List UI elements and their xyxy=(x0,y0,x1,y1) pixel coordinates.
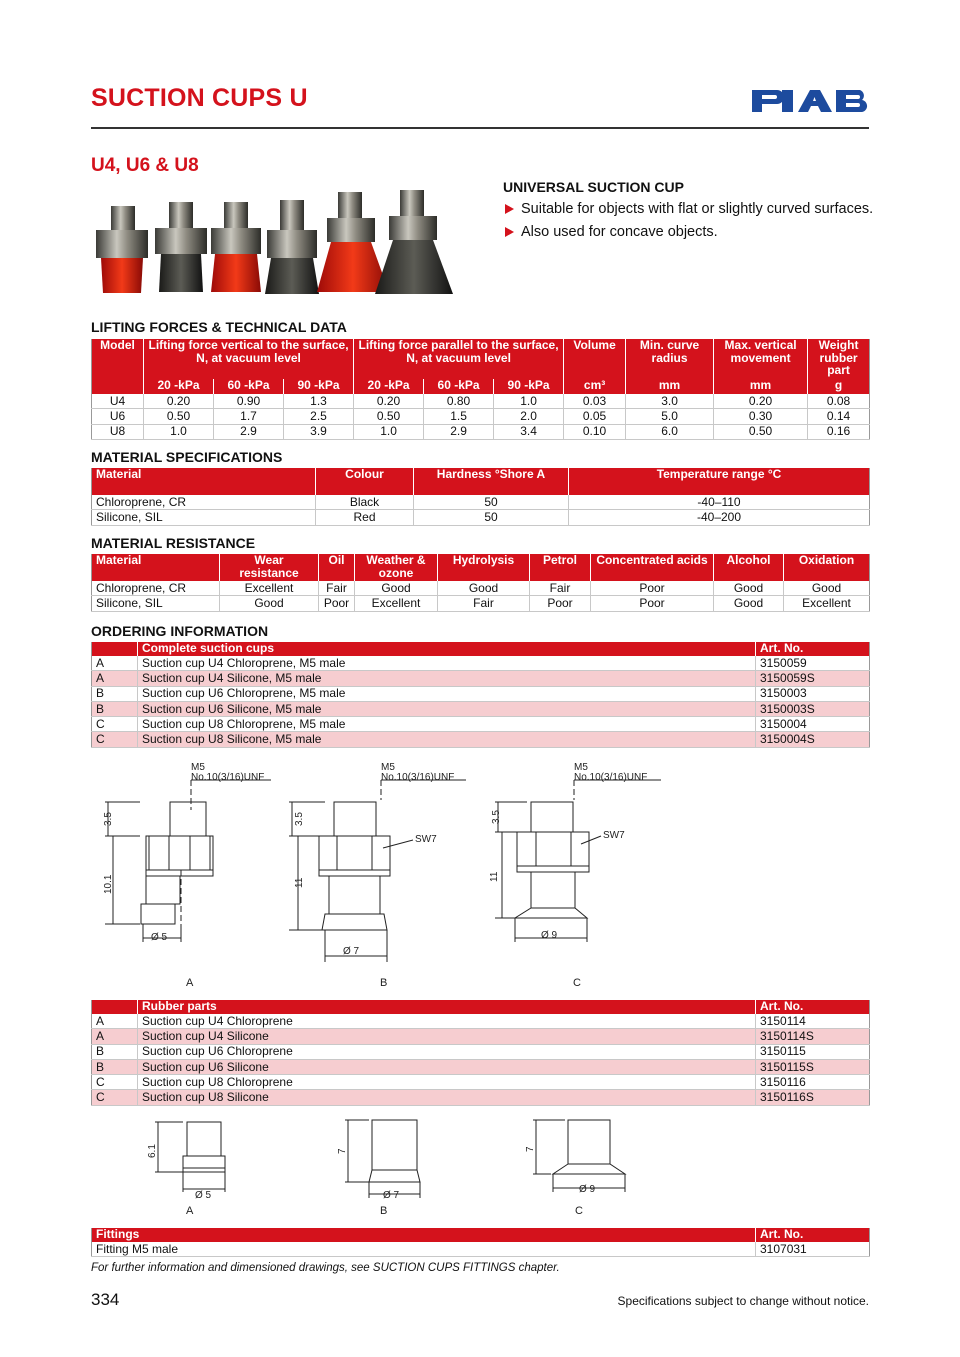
table-cell: Poor xyxy=(591,596,714,611)
feature-item: Also used for concave objects. xyxy=(503,223,883,242)
table-cell: Suction cup U6 Chloroprene xyxy=(138,1044,756,1059)
table-cell: Suction cup U4 Silicone xyxy=(138,1029,756,1044)
table-row xyxy=(92,717,870,732)
table-cell: 0.80 xyxy=(424,394,494,409)
column-header: Petrol xyxy=(530,554,591,581)
table-cell: Fitting M5 male xyxy=(92,1242,756,1257)
col-model: Model xyxy=(92,339,144,394)
rubber-part-drawings xyxy=(91,1112,691,1220)
column-header: Weather & ozone xyxy=(355,554,438,581)
table-row xyxy=(92,1014,870,1029)
feature-item: Suitable for objects with flat or slightly curved surfaces. xyxy=(503,200,883,219)
table-cell: 3150115S xyxy=(756,1059,870,1074)
table-cell: Poor xyxy=(530,596,591,611)
table-cell: 0.20 xyxy=(714,394,808,409)
table-cell: 3150003 xyxy=(756,686,870,701)
table-row xyxy=(92,596,870,611)
unit-label: mm xyxy=(714,379,808,394)
table-cell: 3107031 xyxy=(756,1242,870,1257)
drawing-b xyxy=(289,780,466,962)
footnote: For further information and dimensioned drawings, see SUCTION CUPS FITTINGS chapter. xyxy=(91,1262,560,1274)
column-header: Hydrolysis xyxy=(438,554,530,581)
drawing-label: A xyxy=(186,977,194,989)
table-cell: 3150115 xyxy=(756,1044,870,1059)
table-cell: Excellent xyxy=(784,596,870,611)
table-cell: C xyxy=(92,1075,138,1090)
vac-level: 90 -kPa xyxy=(494,379,564,394)
wrench-size-label: SW7 xyxy=(415,834,437,845)
rubber-parts-table xyxy=(91,1000,870,1106)
table-cell: 0.30 xyxy=(714,409,808,424)
col-radius: Min. curve radius xyxy=(626,339,714,379)
piab-logo xyxy=(752,90,869,112)
table-row xyxy=(92,1075,870,1090)
table-cell: 3150114 xyxy=(756,1014,870,1029)
column-header: Wear resistance xyxy=(220,554,319,581)
dim-label: 11 xyxy=(294,877,305,888)
wrench-size-label: SW7 xyxy=(603,830,625,841)
table-cell: Chloroprene, CR xyxy=(92,581,220,596)
column-header: Oxidation xyxy=(784,554,870,581)
table-cell: A xyxy=(92,1014,138,1029)
col-vertical: Lifting force vertical to the surface, N, at vacuum level xyxy=(144,339,354,379)
table-cell: 3150003S xyxy=(756,701,870,716)
table-cell: 3150004S xyxy=(756,732,870,747)
table-cell: Suction cup U8 Chloroprene xyxy=(138,1075,756,1090)
table-row xyxy=(92,409,870,424)
drawing-label: C xyxy=(573,977,581,989)
table-cell: Suction cup U6 Silicone xyxy=(138,1059,756,1074)
dim-label: 3.5 xyxy=(294,812,305,826)
table-row xyxy=(92,510,870,525)
table-cell: Good xyxy=(784,581,870,596)
table-cell: 1.3 xyxy=(284,394,354,409)
col-movement: Max. vertical movement xyxy=(714,339,808,379)
table-cell: 3150004 xyxy=(756,717,870,732)
triangle-bullet-icon xyxy=(505,227,514,237)
table-cell: Poor xyxy=(591,581,714,596)
table-row xyxy=(92,495,870,510)
table-row xyxy=(92,394,870,409)
drawing-label: B xyxy=(380,1205,388,1217)
table-cell: 0.14 xyxy=(808,409,870,424)
table-cell: Suction cup U8 Silicone xyxy=(138,1090,756,1105)
table-cell: Black xyxy=(316,495,414,510)
table-cell: 0.20 xyxy=(354,394,424,409)
drawing-a xyxy=(105,780,271,942)
table-cell: 0.50 xyxy=(144,409,214,424)
product-photo xyxy=(91,188,456,300)
table-cell: 3.0 xyxy=(626,394,714,409)
dim-label: 11 xyxy=(489,871,500,882)
drawing-c xyxy=(495,780,661,942)
table-cell: 2.5 xyxy=(284,409,354,424)
table-cell: Good xyxy=(220,596,319,611)
rubber-drawing-b xyxy=(345,1120,420,1198)
col-hardness: Hardness °Shore A xyxy=(414,468,569,495)
ordering-heading: ORDERING INFORMATION xyxy=(91,623,269,639)
triangle-bullet-icon xyxy=(505,204,514,214)
table-row xyxy=(92,671,870,686)
table-cell: Fair xyxy=(319,581,355,596)
col-volume: Volume xyxy=(564,339,626,379)
table-cell: 0.20 xyxy=(144,394,214,409)
table-cell: A xyxy=(92,1029,138,1044)
table-row xyxy=(92,732,870,747)
table-cell: 0.90 xyxy=(214,394,284,409)
thread-label: M5 xyxy=(381,762,395,773)
column-header: Concentrated acids xyxy=(591,554,714,581)
table-row xyxy=(92,1242,870,1257)
table-cell: U4 xyxy=(92,394,144,409)
dim-label: Ø 7 xyxy=(343,946,360,957)
thread-label: M5 xyxy=(191,762,205,773)
table-cell: Fair xyxy=(438,596,530,611)
column-header: Oil xyxy=(319,554,355,581)
disclaimer: Specifications subject to change without notice. xyxy=(617,1294,869,1308)
dim-label: 3.5 xyxy=(491,810,502,824)
table-cell: 1.0 xyxy=(354,424,424,439)
table-cell: Good xyxy=(355,581,438,596)
table-cell: 3.9 xyxy=(284,424,354,439)
table-cell: 3150116 xyxy=(756,1075,870,1090)
table-cell: Excellent xyxy=(220,581,319,596)
table-cell: Excellent xyxy=(355,596,438,611)
dim-label: 7 xyxy=(525,1146,536,1152)
product-subtitle: U4, U6 & U8 xyxy=(91,155,199,176)
header-rule xyxy=(91,127,869,129)
table-cell: 6.0 xyxy=(626,424,714,439)
col-art-no: Art. No. xyxy=(756,1000,870,1014)
table-cell: Silicone, SIL xyxy=(92,596,220,611)
feature-list xyxy=(503,200,883,242)
dim-label: Ø 9 xyxy=(541,930,558,941)
dimension-drawings xyxy=(91,758,691,994)
table-cell: Good xyxy=(714,596,784,611)
col-description: Fittings xyxy=(92,1228,756,1242)
table-row xyxy=(92,1044,870,1059)
vac-level: 60 -kPa xyxy=(424,379,494,394)
table-cell: 0.50 xyxy=(354,409,424,424)
table-cell: -40–200 xyxy=(569,510,870,525)
vac-level: 20 -kPa xyxy=(144,379,214,394)
table-cell: Suction cup U4 Chloroprene xyxy=(138,1014,756,1029)
table-cell: Poor xyxy=(319,596,355,611)
feature-box xyxy=(503,179,883,246)
table-cell: 0.05 xyxy=(564,409,626,424)
dim-label: Ø 5 xyxy=(151,932,168,943)
table-cell: U8 xyxy=(92,424,144,439)
col-art-no: Art. No. xyxy=(756,1228,870,1242)
table-cell: Good xyxy=(438,581,530,596)
vac-level: 20 -kPa xyxy=(354,379,424,394)
col-temperature: Temperature range °C xyxy=(569,468,870,495)
table-cell: 0.10 xyxy=(564,424,626,439)
table-cell: Suction cup U8 Chloroprene, M5 male xyxy=(138,717,756,732)
table-cell: 2.0 xyxy=(494,409,564,424)
lifting-heading: LIFTING FORCES & TECHNICAL DATA xyxy=(91,319,347,335)
rubber-drawing-c xyxy=(533,1120,625,1192)
table-cell: B xyxy=(92,1044,138,1059)
table-cell: 50 xyxy=(414,495,569,510)
col-description: Complete suction cups xyxy=(138,642,756,656)
column-header: Alcohol xyxy=(714,554,784,581)
table-cell: 2.9 xyxy=(214,424,284,439)
dim-label: Ø 7 xyxy=(383,1190,400,1201)
vac-level: 90 -kPa xyxy=(284,379,354,394)
table-cell: Suction cup U6 Silicone, M5 male xyxy=(138,701,756,716)
table-row xyxy=(92,1059,870,1074)
table-cell: 3.4 xyxy=(494,424,564,439)
table-cell: 1.0 xyxy=(494,394,564,409)
table-cell: 0.08 xyxy=(808,394,870,409)
feature-heading: UNIVERSAL SUCTION CUP xyxy=(503,179,684,195)
col-art-no: Art. No. xyxy=(756,642,870,656)
table-cell: 0.50 xyxy=(714,424,808,439)
vac-level: 60 -kPa xyxy=(214,379,284,394)
table-cell: Suction cup U6 Chloroprene, M5 male xyxy=(138,686,756,701)
table-cell: Suction cup U8 Silicone, M5 male xyxy=(138,732,756,747)
table-cell: 3150059S xyxy=(756,671,870,686)
thread-label: No.10(3/16)UNF xyxy=(191,772,265,783)
table-cell: C xyxy=(92,1090,138,1105)
table-cell: 3150114S xyxy=(756,1029,870,1044)
table-cell: 1.0 xyxy=(144,424,214,439)
table-row xyxy=(92,1090,870,1105)
thread-label: No.10(3/16)UNF xyxy=(574,772,648,783)
unit-label: mm xyxy=(626,379,714,394)
page-number: 334 xyxy=(91,1290,120,1309)
table-cell: 5.0 xyxy=(626,409,714,424)
table-cell: A xyxy=(92,671,138,686)
table-cell: Chloroprene, CR xyxy=(92,495,316,510)
table-cell: Red xyxy=(316,510,414,525)
table-row xyxy=(92,701,870,716)
thread-label: No.10(3/16)UNF xyxy=(381,772,455,783)
table-cell: 1.7 xyxy=(214,409,284,424)
lifting-table xyxy=(91,339,870,440)
table-cell: Suction cup U4 Chloroprene, M5 male xyxy=(138,656,756,671)
unit-label: g xyxy=(808,379,870,394)
material-resistance-heading: MATERIAL RESISTANCE xyxy=(91,535,256,551)
drawing-label: A xyxy=(186,1205,194,1217)
col-colour: Colour xyxy=(316,468,414,495)
unit-label: cm³ xyxy=(564,379,626,394)
page-title: SUCTION CUPS U xyxy=(91,84,308,112)
table-cell: B xyxy=(92,701,138,716)
material-resistance-table xyxy=(91,554,870,612)
table-cell: Fair xyxy=(530,581,591,596)
table-cell: 2.9 xyxy=(424,424,494,439)
table-cell: B xyxy=(92,1059,138,1074)
dim-label: Ø 9 xyxy=(579,1184,596,1195)
thread-label: M5 xyxy=(574,762,588,773)
table-cell: B xyxy=(92,686,138,701)
table-row xyxy=(92,1029,870,1044)
table-cell: 0.03 xyxy=(564,394,626,409)
table-cell: 1.5 xyxy=(424,409,494,424)
table-row xyxy=(92,581,870,596)
table-cell: 0.16 xyxy=(808,424,870,439)
dim-label: 10.1 xyxy=(103,874,114,894)
dim-label: 7 xyxy=(337,1148,348,1154)
rubber-drawing-a xyxy=(155,1122,225,1192)
table-cell: C xyxy=(92,732,138,747)
table-cell: C xyxy=(92,717,138,732)
table-row xyxy=(92,656,870,671)
table-cell: -40–110 xyxy=(569,495,870,510)
column-header: Material xyxy=(92,554,220,581)
dim-label: 6.1 xyxy=(147,1144,158,1158)
table-cell: Silicone, SIL xyxy=(92,510,316,525)
table-cell: 3150059 xyxy=(756,656,870,671)
col-material: Material xyxy=(92,468,316,495)
col-description: Rubber parts xyxy=(138,1000,756,1014)
material-specs-table xyxy=(91,468,870,526)
table-row xyxy=(92,686,870,701)
fittings-table xyxy=(91,1228,870,1257)
ordering-table xyxy=(91,642,870,748)
table-cell: 50 xyxy=(414,510,569,525)
table-cell: A xyxy=(92,656,138,671)
table-cell: U6 xyxy=(92,409,144,424)
material-specs-heading: MATERIAL SPECIFICATIONS xyxy=(91,449,283,465)
dim-label: Ø 5 xyxy=(195,1190,212,1201)
table-row xyxy=(92,424,870,439)
col-weight: Weight rubber part xyxy=(808,339,870,379)
table-cell: Good xyxy=(714,581,784,596)
dim-label: 3.5 xyxy=(103,812,114,826)
table-cell: 3150116S xyxy=(756,1090,870,1105)
drawing-label: B xyxy=(380,977,388,989)
drawing-label: C xyxy=(575,1205,583,1217)
table-cell: Suction cup U4 Silicone, M5 male xyxy=(138,671,756,686)
col-parallel: Lifting force parallel to the surface, N, at vacuum level xyxy=(354,339,564,379)
